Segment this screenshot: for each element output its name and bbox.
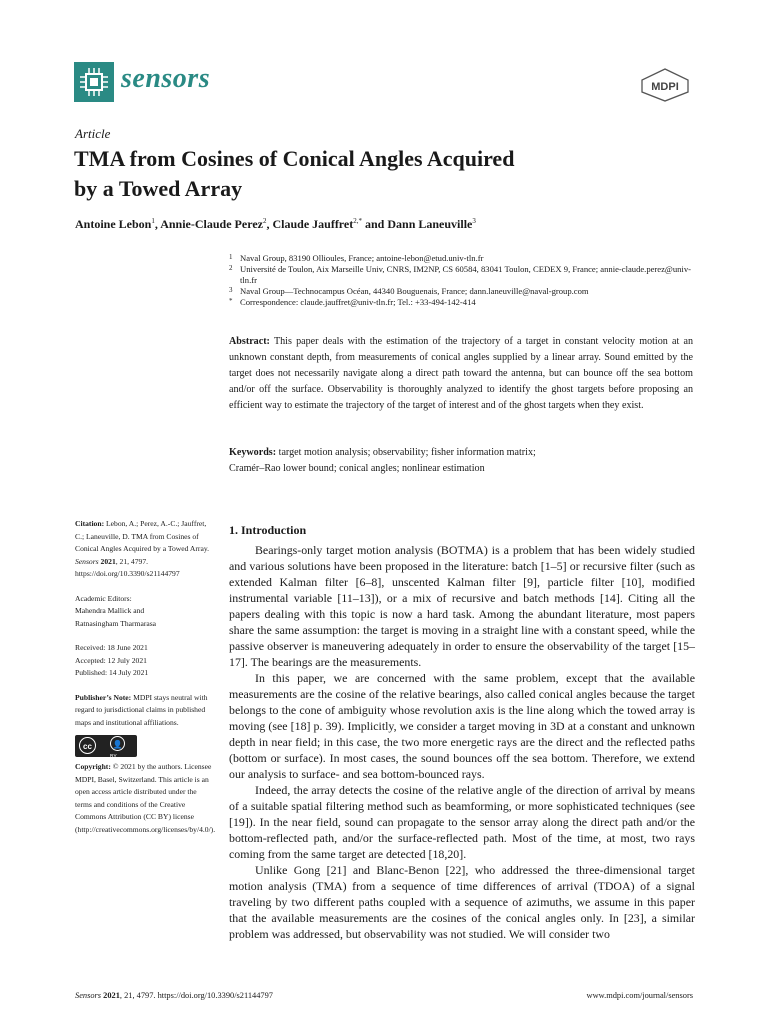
journal-name: sensors bbox=[121, 63, 211, 94]
citation-label: Citation: bbox=[75, 519, 105, 528]
sidebar bbox=[75, 518, 216, 836]
publisher-note bbox=[75, 692, 213, 730]
copyright-text: © 2021 by the authors. Licensee MDPI, Basel, Switzerland. This article is an open access article distributed under the terms and conditions of the Creative Commons Attribution (CC BY) license (http://creativecommons.org/licenses/by/4.0/). bbox=[75, 762, 216, 834]
footer-url[interactable]: www.mdpi.com/journal/sensors bbox=[586, 991, 693, 1000]
citation bbox=[75, 518, 213, 581]
copyright bbox=[75, 761, 216, 836]
accepted-date: Accepted: 12 July 2021 bbox=[75, 655, 147, 665]
published-date: Published: 14 July 2021 bbox=[75, 668, 149, 677]
citation-text: Lebon, A.; Perez, A.-C.; Jauffret, C.; Laneuville, D. TMA from Cosines of Conical Angles Acquired by a Towed Array. bbox=[75, 519, 210, 553]
publisher-note-text: MDPI stays neutral with regard to jurisdictional claims in published maps and institutional affiliations. bbox=[75, 692, 208, 727]
cc-by-license-icon[interactable] bbox=[75, 735, 137, 760]
affiliation bbox=[229, 253, 699, 264]
mdpi-logo bbox=[640, 68, 690, 102]
affiliations bbox=[229, 253, 699, 308]
received-date: Received: 18 June 2021 bbox=[75, 643, 148, 652]
footer-citation bbox=[75, 991, 273, 1000]
author-sup: 2 bbox=[262, 217, 267, 225]
by-label: BY bbox=[110, 754, 117, 760]
paper-title bbox=[74, 144, 594, 204]
author-name: Annie-Claude Perez bbox=[160, 217, 263, 231]
author-sup: 2,* bbox=[353, 217, 362, 225]
keywords-line-2: Cramér–Rao lower bound; conical angles; nonlinear estimation bbox=[229, 463, 485, 474]
citation-doi-link[interactable]: https://doi.org/10.3390/s21144797 bbox=[75, 569, 180, 578]
keywords bbox=[229, 445, 693, 477]
title-line-2: by a Towed Array bbox=[74, 176, 243, 201]
affiliation-number: 1 bbox=[229, 253, 233, 261]
affiliation-number: 3 bbox=[229, 286, 233, 294]
paragraph: In this paper, we are concerned with the same problem, except that the available measurements are the cosine of the relative bearings, also called conical angles because the target belongs to the cone of ambiguity whose revolution axis is the line along which the towed array is moving (see [18] p. 39). Implicitly, we consider a target moving in 3D at a constant and unknown depth in near field; in this case, the two more energetic rays are the direct and the reflected paths (bottom or surface). In most cases, the sound bounces off the sea bottom. Therefore, we extend our analysis to surface- and sea bottom-bounced rays. bbox=[229, 671, 695, 781]
section-heading: 1. Introduction bbox=[229, 523, 307, 537]
abstract-label: Abstract: bbox=[229, 336, 270, 347]
journal-logo-icon bbox=[74, 62, 114, 102]
affiliation bbox=[229, 286, 699, 297]
affiliation-text: Correspondence: claude.jauffret@univ-tln.fr; Tel.: +33-494-142-414 bbox=[240, 297, 476, 307]
copyright-label: Copyright: bbox=[75, 762, 111, 771]
author-list: Antoine Lebon$^1$, Annie-Claude Perez$^2$, Claude Jauffret$^{2,*}$ and Dann Laneuville$^3$ bbox=[75, 217, 476, 231]
mdpi-text: MDPI bbox=[651, 81, 679, 93]
abstract bbox=[229, 334, 693, 414]
body-text bbox=[229, 542, 695, 942]
footer-journal: Sensors bbox=[75, 991, 102, 1000]
editor-name: Ratnasingham Tharmarasa bbox=[75, 618, 157, 628]
abstract-text: This paper deals with the estimation of the trajectory of a target in constant velocity motion at an unknown constant depth, from measurements of conical angles supplied by a linear array. Sound emitted by the target does not necessarily navigate along a direct path toward the antenna, but can bounce off the sea bottom and/or off the surface. Observability is thoroughly analyzed to identify the ghost targets before proposing an efficient way to estimate the trajectory of the target of interest and of the ghost targets when they exist. bbox=[229, 336, 694, 411]
paragraph: Indeed, the array detects the cosine of the relative angle of the direction of arrival by means of a suitable spatial filtering method such as beamforming, or more sophisticated techniques (see [19]). In the near field, sound can propagate to the sensor array along the direct path and/or the bottom-reflected path, and/or the surface-reflected path. Most of the time, at most, two rays coming from the same target are detected [18,20]. bbox=[229, 783, 695, 861]
person-icon: 👤 bbox=[110, 736, 125, 751]
affiliation-number: 2 bbox=[229, 264, 233, 272]
author-name: Antoine Lebon bbox=[75, 217, 152, 231]
citation-journal: Sensors bbox=[75, 556, 99, 566]
paragraph: Unlike Gong [21] and Blanc-Benon [22], who addressed the three-dimensional target motion analysis (TMA) from a sequence of time differences of arrival (TDOA) of a signal traveling by two different paths coupled with a sequence of azimuths, we assume in this paper that the available measurements are the cosines of the conical angles only. In [23], a similar problem was addressed, but observability was not studied. We will consider two bbox=[229, 863, 695, 941]
affiliation-text: Université de Toulon, Aix Marseille Univ, CNRS, IM2NP, CS 60584, 83041 Toulon, CEDEX 9, France; annie-claude.perez@univ-tln.fr bbox=[240, 264, 691, 285]
keywords-line-1: target motion analysis; observability; fisher information matrix; bbox=[278, 447, 536, 458]
editor-name: Mahendra Mallick and bbox=[75, 606, 145, 615]
citation-volume: , 21, 4797. bbox=[115, 556, 149, 566]
author-sup: 1 bbox=[151, 217, 155, 225]
article-type: Article bbox=[75, 126, 111, 141]
footer-doi: , 21, 4797. https://doi.org/10.3390/s21144797 bbox=[119, 991, 273, 1000]
citation-year: 2021 bbox=[100, 556, 116, 566]
affiliation-text: Naval Group—Technocampus Océan, 44340 Bouguenais, France; dann.laneuville@naval-group.com bbox=[240, 286, 589, 296]
publisher-note-label: Publisher’s Note: bbox=[75, 692, 132, 702]
author-name: Claude Jauffret bbox=[272, 217, 354, 231]
keywords-label: Keywords: bbox=[229, 447, 277, 458]
affiliation-number: * bbox=[229, 297, 233, 305]
footer-year: 2021 bbox=[103, 991, 120, 1000]
paragraph: Bearings-only target motion analysis (BOTMA) is a problem that has been widely studied and various solutions have been proposed in the literature: batch [1–5] or recursive filter (such as extended Kalman filter [6–8], unscented Kalman filter [9], particle filter [10], modified instrumental variable [11–13]), or a mix of recursive and batch methods [14]. Citing all the papers dealing with this topic is now a hard task. Among the abundant literature, most papers share the same assumption: the target is moving in a straight line with a constant speed, while the passive observer is maneuvering adequately in order to ensure the observability of the target [15–17]. The bearings are the measurements. bbox=[229, 543, 695, 669]
author-sup: 3 bbox=[472, 217, 476, 225]
editors-label: Academic Editors: bbox=[75, 593, 132, 603]
affiliation bbox=[229, 297, 699, 308]
cc-icon: cc bbox=[79, 737, 96, 754]
author-name: Dann Laneuville bbox=[387, 217, 473, 231]
affiliation bbox=[229, 264, 699, 286]
affiliation-text: Naval Group, 83190 Ollioules, France; antoine-lebon@etud.univ-tln.fr bbox=[240, 253, 484, 263]
title-line-1: TMA from Cosines of Conical Angles Acquired bbox=[74, 146, 515, 171]
